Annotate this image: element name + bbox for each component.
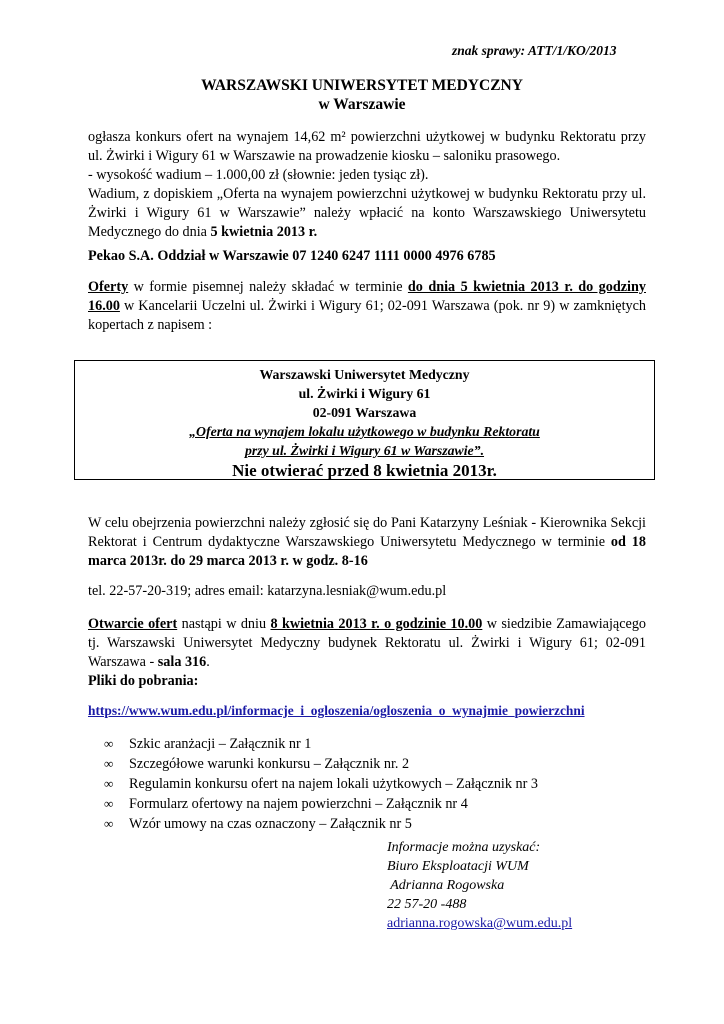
contact-line: tel. 22-57-20-319; adres email: katarzyna.lesniak@wum.edu.pl [88,583,447,599]
intro-deposit-amount: - wysokość wadium – 1.000,00 zł (słownie: jeden tysiąc zł). [88,167,429,183]
offers-text: w formie pisemnej należy składać w terminie [128,279,408,295]
opening-label: Otwarcie ofert [88,616,178,632]
opening-room: sala 316 [157,654,207,670]
list-item [104,734,644,754]
bank-account: Pekao S.A. Oddział w Warszawie 07 1240 6247 1111 0000 4976 6785 [88,248,496,264]
envelope-line-university: Warszawski Uniwersytet Medyczny [259,367,470,382]
deposit-deadline: 5 kwietnia 2013 r. [210,224,318,240]
contact-info-block [387,838,647,933]
case-reference: znak sprawy: ATT/1/KO/2013 [452,43,617,58]
contact-email-row [387,914,647,933]
list-item [104,774,644,794]
contact-person: Adrianna Rogowska [387,878,505,893]
list-item [104,754,644,774]
attachment-1: Szkic aranżacji – Załącznik nr 1 [129,736,312,752]
downloads-link-row [88,701,646,720]
contact-phone: 22 57-20 -488 [387,897,467,912]
visit-dates: od 18 marca 2013r. do 29 marca 2013 r. w godz. 8-16 [88,534,646,569]
envelope-line-city: 02-091 Warszawa [312,405,417,420]
envelope-warning: Nie otwierać przed 8 kwietnia 2013r. [232,461,497,480]
list-item [104,794,644,814]
offers-deadline: do dnia 5 kwietnia 2013 r. do godziny 16.00 [88,279,646,314]
downloads-label: Pliki do pobrania: [88,673,199,689]
attachment-5: Wzór umowy na czas oznaczony – Załącznik nr 5 [129,816,412,832]
offers-location: w Kancelarii Uczelni ul. Żwirki i Wigury 61; 02-091 Warszawa (pok. nr 9) w zamkniętych kopertach z napisem : [88,298,646,333]
intro-announcement: ogłasza konkurs ofert na wynajem 14,62 m² powierzchni użytkowej w budynku Rektoratu przy ul. Żwirki i Wigury 61 w Warszawie na prowadzenie kiosku – saloniku prasowego. [88,129,646,164]
visit-paragraph [88,514,646,571]
deposit-text: Wadium, z dopiskiem „Oferta na wynajem powierzchni użytkowej w budynku Rektoratu przy ul. Żwirki i Wigury 61 w Warszawie” należy wpłacić na konto Warszawskiego Uniwersytetu Medycznego do dnia [88,186,646,240]
opening-location: w siedzibie Zamawiającego tj. Warszawski Uniwersytet Medyczny budynek Rektoratu ul. Żwirki i Wigury 61; 02-091 Warszawa - [88,616,647,670]
university-title: WARSZAWSKI UNIWERSYTET MEDYCZNY [201,77,523,94]
infinity-bullet-icon: ∞ [104,756,114,771]
visit-text: W celu obejrzenia powierzchni należy zgłosić się do Pani Katarzyny Leśniak - Kierownika Sekcji Rektorat i Centrum dydaktyczne Warszawskiego Uniwersytetu Medycznego w terminie [88,515,646,550]
list-item [104,814,644,834]
infinity-bullet-icon: ∞ [104,816,114,831]
attachments-list [104,734,644,834]
attachment-3: Regulamin konkursu ofert na najem lokali użytkowych – Załącznik nr 3 [129,776,538,792]
infinity-bullet-icon: ∞ [104,776,114,791]
infinity-bullet-icon: ∞ [104,736,114,751]
intro-paragraph [88,128,646,242]
opening-date: 8 kwietnia 2013 r. o godzinie 10.00 [270,616,483,632]
envelope-label-box [74,360,655,480]
envelope-line-street: ul. Żwirki i Wigury 61 [298,386,431,401]
opening-paragraph [88,615,646,672]
intro-deposit-instructions [88,185,646,242]
offers-label: Oferty [88,279,129,295]
attachment-2: Szczegółowe warunki konkursu – Załącznik nr. 2 [129,756,410,772]
downloads-link[interactable]: https://www.wum.edu.pl/informacje_i_ogloszenia/ogloszenia_o_wynajmie_powierzchni [88,703,585,718]
university-city: w Warszawie [318,96,406,113]
contact-office: Biuro Eksploatacji WUM [387,859,529,874]
infinity-bullet-icon: ∞ [104,796,114,811]
opening-end: . [206,654,210,670]
opening-text: nastąpi w dniu [177,616,271,632]
contact-email-link[interactable]: adrianna.rogowska@wum.edu.pl [387,916,573,931]
envelope-line-offer: „Oferta na wynajem lokalu użytkowego w budynku Rektoratu [189,424,540,439]
envelope-line-address: przy ul. Żwirki i Wigury 61 w Warszawie”. [244,443,485,458]
offers-paragraph [88,278,646,335]
attachment-4: Formularz ofertowy na najem powierzchni – Załącznik nr 4 [129,796,468,812]
contact-info-heading: Informacje można uzyskać: [387,840,541,855]
